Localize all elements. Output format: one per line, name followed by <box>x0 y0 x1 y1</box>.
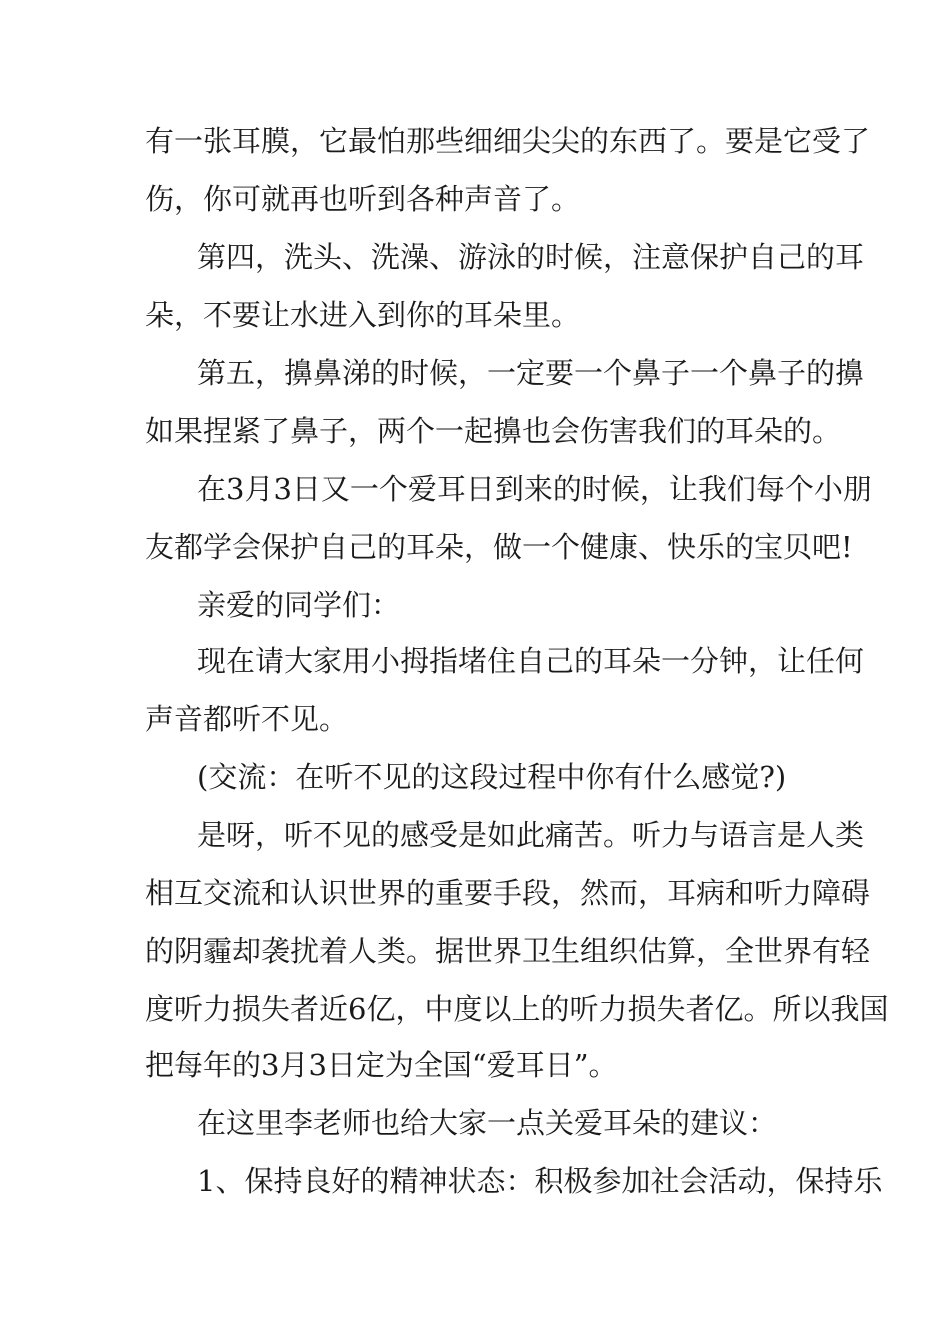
text-line-11: 声音都听不见。 <box>145 702 349 736</box>
text-line-5: 第五，擤鼻涕的时候，一定要一个鼻子一个鼻子的擤 <box>197 356 865 390</box>
text-line-15: 的阴霾却袭扰着人类。据世界卫生组织估算，全世界有轻 <box>145 934 871 968</box>
text-line-13: 是呀，听不见的感受是如此痛苦。听力与语言是人类 <box>197 818 865 852</box>
text-line-10: 现在请大家用小拇指堵住自己的耳朵一分钟，让任何 <box>197 644 865 678</box>
text-line-7: 在3月3日又一个爱耳日到来的时候，让我们每个小朋 <box>197 472 872 506</box>
text-line-12: (交流：在听不见的这段过程中你有什么感觉?) <box>197 760 787 794</box>
text-line-2: 伤，你可就再也听到各种声音了。 <box>145 182 581 216</box>
text-line-4: 朵，不要让水进入到你的耳朵里。 <box>145 298 581 332</box>
text-line-6: 如果捏紧了鼻子，两个一起擤也会伤害我们的耳朵的。 <box>145 414 842 448</box>
text-line-16: 度听力损失者近6亿，中度以上的听力损失者亿。所以我国 <box>145 992 889 1026</box>
text-line-1: 有一张耳膜，它最怕那些细细尖尖的东西了。要是它受了 <box>145 124 871 158</box>
text-line-3: 第四，洗头、洗澡、游泳的时候，注意保护自己的耳 <box>197 240 865 274</box>
text-line-17: 把每年的3月3日定为全国“爱耳日”。 <box>145 1048 618 1082</box>
text-line-14: 相互交流和认识世界的重要手段，然而，耳病和听力障碍 <box>145 876 871 910</box>
text-line-18: 在这里李老师也给大家一点关爱耳朵的建议： <box>197 1106 778 1140</box>
text-line-19: 1、保持良好的精神状态：积极参加社会活动，保持乐 <box>197 1164 883 1198</box>
text-line-8: 友都学会保护自己的耳朵，做一个健康、快乐的宝贝吧! <box>145 530 853 564</box>
text-line-9: 亲爱的同学们： <box>197 588 401 622</box>
